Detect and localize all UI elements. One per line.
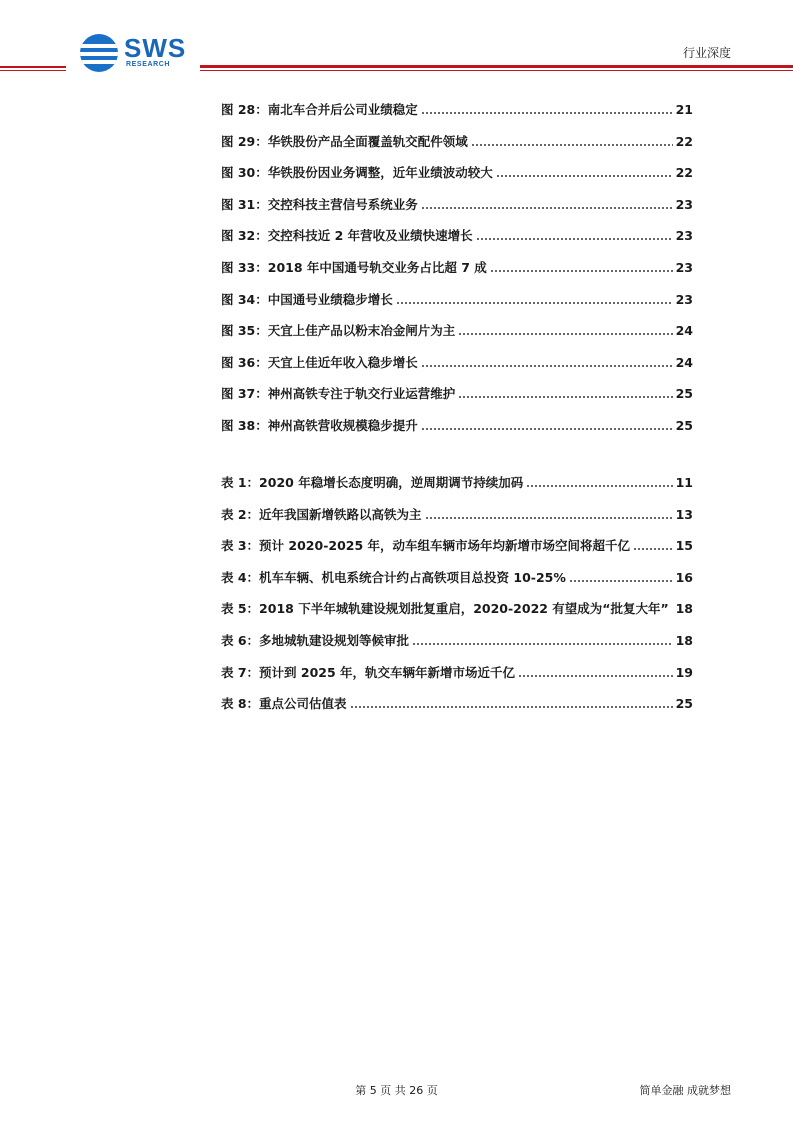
toc-entry-label: 图 29：华铁股份产品全面覆盖轨交配件领域 (221, 133, 468, 149)
toc-entry[interactable] (221, 101, 693, 119)
toc-entry[interactable] (221, 385, 693, 403)
toc-entry-page: 24 (675, 323, 693, 339)
toc-entry-page: 24 (675, 354, 693, 370)
toc-entry[interactable] (221, 227, 693, 245)
toc-entry-label: 表 8：重点公司估值表 (221, 696, 347, 712)
toc-entry-label: 图 34：中国通号业绩稳步增长 (221, 291, 393, 307)
toc-entry[interactable] (221, 474, 693, 492)
toc-entry-label: 表 2：近年我国新增铁路以高铁为主 (221, 506, 422, 522)
logo-globe-icon (80, 34, 118, 72)
toc-entry-page: 23 (675, 260, 693, 275)
toc-dot-leader (350, 705, 673, 709)
toc-entry[interactable] (221, 537, 693, 555)
toc-dot-leader (458, 395, 672, 399)
toc-entry[interactable] (221, 164, 693, 182)
toc-entry-label: 图 28：南北车合并后公司业绩稳定 (221, 102, 418, 117)
toc-dot-leader (421, 427, 673, 431)
toc-entry[interactable] (221, 322, 693, 340)
toc-entry-label: 表 6：多地城轨建设规划等候审批 (221, 633, 410, 648)
toc-entry-label: 表 3：预计 2020-2025 年，动车组车辆市场年均新增市场空间将超千亿 (221, 538, 631, 554)
toc-entry[interactable] (221, 695, 693, 713)
toc-entry-label: 图 38：神州高铁营收规模稳步提升 (221, 418, 418, 433)
toc-dot-leader (526, 484, 672, 488)
toc-entry[interactable] (221, 259, 693, 277)
toc-entry-label: 表 4：机车车辆、机电系统合计约占高铁项目总投资 10-25% (221, 569, 566, 585)
toc-entry-label: 图 37：神州高铁专注于轨交行业运营维护 (221, 386, 456, 402)
header-rule-left (0, 66, 66, 68)
toc-entry-page: 18 (675, 601, 693, 617)
toc-entry-page: 13 (675, 506, 693, 522)
header-rule-right (200, 65, 793, 68)
toc-entry[interactable] (221, 417, 693, 435)
toc-entry-label: 图 35：天宜上佳产品以粉末冶金闸片为主 (221, 323, 456, 339)
toc-dot-leader (633, 547, 673, 551)
toc-entry[interactable] (221, 632, 693, 650)
toc-dot-leader (471, 143, 673, 147)
toc-dot-leader (569, 579, 673, 583)
toc-entry-page: 23 (675, 228, 693, 244)
toc-entry-label: 图 31：交控科技主营信号系统业务 (221, 196, 418, 212)
header-rule-right-thin (200, 70, 793, 71)
page-number: 第 5 页 共 26 页 (355, 1084, 438, 1097)
toc-dot-leader (425, 516, 673, 520)
toc-entry-page: 19 (675, 664, 693, 680)
toc-entry[interactable] (221, 600, 693, 618)
toc-entry-page: 22 (675, 133, 693, 149)
toc-entry-page: 15 (675, 538, 693, 554)
sws-logo (80, 32, 190, 76)
toc-dot-leader (672, 610, 673, 614)
footer-slogan: 简单金融 成就梦想 (639, 1084, 731, 1097)
toc-dot-leader (490, 269, 673, 273)
logo-text: SWS (124, 33, 187, 63)
report-type: 行业深度 (682, 46, 731, 60)
toc-dot-leader (496, 174, 673, 178)
toc-entry-label: 图 36：天宜上佳近年收入稳步增长 (221, 354, 418, 370)
toc-entry[interactable] (221, 506, 693, 524)
toc-entry[interactable] (221, 664, 693, 682)
toc-entry[interactable] (221, 133, 693, 151)
toc-dot-leader (396, 301, 673, 305)
toc-entry-page: 11 (675, 475, 693, 490)
toc-entry[interactable] (221, 354, 693, 372)
toc-entry-page: 25 (675, 696, 693, 712)
toc-entry-label: 图 30：华铁股份因业务调整，近年业绩波动较大 (221, 165, 493, 181)
toc-entry-label: 表 7：预计到 2025 年，轨交车辆年新增市场近千亿 (221, 664, 516, 680)
toc-entry[interactable] (221, 196, 693, 214)
toc-entry-label: 表 1：2020 年稳增长态度明确，逆周期调节持续加码 (221, 475, 524, 490)
header-rule-left-thin (0, 70, 66, 71)
toc-entry-page: 25 (675, 418, 693, 433)
toc-entry[interactable] (221, 569, 693, 587)
toc-dot-leader (421, 111, 673, 115)
toc-entry-page: 23 (675, 196, 693, 212)
toc-dot-leader (421, 364, 673, 368)
toc-entry[interactable] (221, 291, 693, 309)
toc-dot-leader (458, 332, 672, 336)
logo-subtext: RESEARCH (126, 61, 171, 68)
toc-entry-page: 25 (675, 386, 693, 402)
toc-entry-page: 23 (675, 291, 693, 307)
toc-entry-label: 图 33：2018 年中国通号轨交业务占比超 7 成 (221, 260, 487, 275)
toc-entry-page: 16 (675, 569, 693, 585)
toc-entry-page: 21 (675, 102, 693, 117)
toc-dot-leader (421, 206, 673, 210)
toc-dot-leader (412, 642, 673, 646)
toc-dot-leader (476, 237, 673, 241)
toc-entry-label: 表 5：2018 下半年城轨建设规划批复重启，2020-2022 有望成为“批复大年” (221, 601, 669, 617)
toc-dot-leader (518, 674, 673, 678)
toc-entry-page: 18 (675, 633, 693, 648)
toc-entry-page: 22 (675, 165, 693, 181)
toc-entry-label: 图 32：交控科技近 2 年营收及业绩快速增长 (221, 228, 473, 244)
